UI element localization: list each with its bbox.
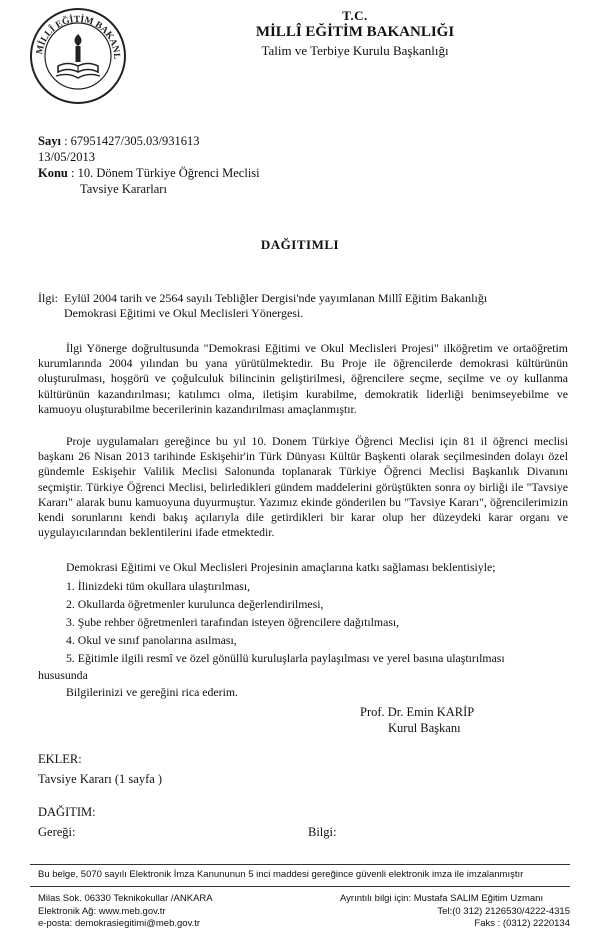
list-item: 5. Eğitimle ilgili resmî ve özel gönüllü kuruluşlarla paylaşılması ve yerel basına ulaştırılması [66, 651, 505, 665]
sayi-line [38, 134, 199, 149]
paragraph-2-text: Proje uygulamaları gereğince bu yıl 10. Donem Türkiye Öğrenci Meclisi için 81 il öğrenci meclisi başkanı 26 Nisan 2013 tarihinde Eskişehir'in Türk Dünyası Kültür Başkenti olarak seçilmesinden dolayı özel gündemle Eskişehir Valilik Meclisi Salonunda toplanarak Türkiye Öğrenci Meclisi Başkanlık Divanını seçmiştir. Türkiye Öğrenci Meclisi, belirledikleri gündem maddelerini görüştükten sonra oy birliği ile "Tavsiye Kararı" alarak bunu kamuoyuna duyurmuştur. Yazımız ekinde gönderilen bu "Tavsiye Kararı", öğrencilerimizin kendi sorunlarını kendi bakış açılarıyla dile getirdikleri bir karar olup her düzeydeki karar organı ve uygulayıcılarından beklentilerini ifade etmektedir. [38, 434, 568, 540]
ministry-logo [28, 6, 128, 106]
footer-left [38, 893, 213, 931]
svg-text:T.C. MİLLÎ EĞİTİM BAKANLIĞI [28, 6, 121, 60]
footer-fax: Faks : (0312) 2220134 [474, 918, 570, 929]
paragraph-2 [38, 434, 568, 543]
sayi-value: : 67951427/305.03/931613 [64, 134, 200, 148]
konu-label: Konu [38, 166, 68, 180]
signatory-name: Prof. Dr. Emin KARİP [360, 705, 475, 719]
ilgi-line2: Demokrasi Eğitimi ve Okul Meclisleri Yönergesi. [64, 306, 304, 320]
dagitim-bilgi: Bilgi: [308, 825, 337, 839]
paragraph-1-text: İlgi Yönerge doğrultusunda "Demokrasi Eğitimi ve Okul Meclisleri Projesi" ilköğretim ve ortaöğretim kurumlarında 2004 yılından bu yana yürütülmektedir. Bu Proje ile öğrencilerde demokrasi kültürünün oluşturulması, hoşgörü ve çoğulculuk bilincinin geliştirilmesi, öğrencilere seçme, seçilme ve oy kullanma kültürünün kazandırılması; katılımcı olma, iletişim kurabilme, demokratik liderliği benimseyebilme ve kamuoyu oluşturabilme becerilerinin kazandırılması amaçlanmıştır. [38, 341, 568, 416]
dagitim-geregi: Gereği: [38, 825, 76, 839]
sayi-label: Sayı [38, 134, 61, 148]
ilgi-line1: Eylül 2004 tarih ve 2564 sayılı Tebliğler Dergisi'nde yayımlanan Millî Eğitim Bakanlığı [64, 291, 488, 305]
konu-line [38, 166, 260, 181]
header-ministry: MİLLÎ EĞİTİM BAKANLIĞI [255, 24, 455, 40]
footer-email: e-posta: demokrasiegitimi@meb.gov.tr [38, 918, 201, 929]
logo-text: MİLLÎ EĞİTİM BAKANL [35, 14, 122, 60]
footer-divider-bottom [30, 886, 570, 887]
list-item: 1. İlinizdeki tüm okullara ulaştırılması, [66, 579, 251, 593]
paragraph-3-text: Demokrasi Eğitimi ve Okul Meclisleri Projesinin amaçlarına katkı sağlaması beklentisiyle; [66, 560, 496, 574]
footer-address: Milas Sok. 06330 Teknikokullar /ANKARA [38, 893, 213, 904]
esign-note: Bu belge, 5070 sayılı Elektronik İmza Kanununun 5 inci maddesi gereğince güvenli elektronik imza ile imzalanmıştır [38, 869, 524, 880]
distribution-title: DAĞITIMLI [260, 237, 340, 252]
ilgi-block [38, 291, 568, 321]
footer-web: Elektronik Ağ: www.meb.gov.tr [38, 905, 166, 917]
list-tail: hususunda [38, 668, 88, 682]
document-date: 13/05/2013 [38, 150, 95, 164]
konu-value: : 10. Dönem Türkiye Öğrenci Meclisi [71, 166, 260, 180]
action-list [66, 577, 566, 667]
header-board: Talim ve Terbiye Kurulu Başkanlığı [261, 43, 449, 58]
ministry-seal-icon [28, 6, 128, 106]
footer-divider-top [30, 864, 570, 865]
footer-right [340, 893, 570, 931]
dagitim-label: DAĞITIM: [38, 805, 96, 819]
signatory-title: Kurul Başkanı [388, 721, 461, 735]
list-item: 2. Okullarda öğretmenler kurulunca değerlendirilmesi, [66, 597, 324, 611]
konu-value-2: Tavsiye Kararları [80, 182, 167, 196]
footer-tel: Tel:(0 312) 2126530/4222-4315 [437, 905, 570, 917]
ekler-item: Tavsiye Kararı (1 sayfa ) [38, 772, 163, 786]
paragraph-3 [38, 560, 568, 578]
paragraph-1 [38, 341, 568, 420]
header-tc: T.C. [342, 8, 368, 23]
list-item: 4. Okul ve sınıf panolarına asılması, [66, 633, 237, 647]
footer-contact: Ayrıntılı bilgi için: Mustafa SALIM Eğitim Uzmanı [340, 893, 544, 904]
ilgi-label: İlgi: [38, 291, 58, 305]
ekler-label: EKLER: [38, 752, 82, 766]
list-item: 3. Şube rehber öğretmenleri tarafından isteyen öğrencilere dağıtılması, [66, 615, 400, 629]
closing-line: Bilgilerinizi ve gereğini rica ederim. [66, 685, 238, 699]
